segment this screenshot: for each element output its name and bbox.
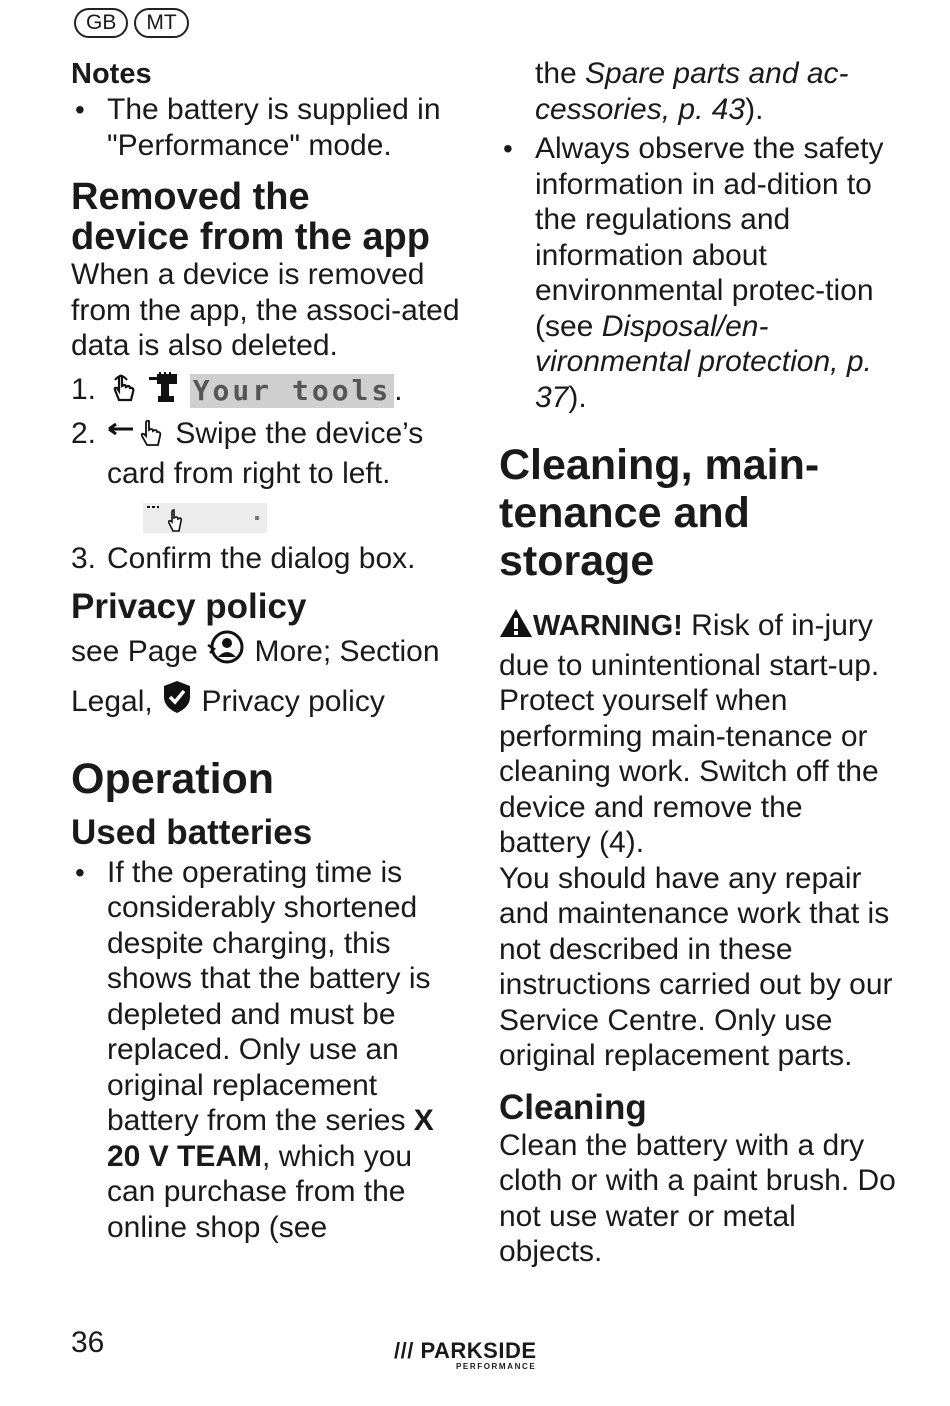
step-2: [71, 416, 461, 533]
brand-name: PARKSIDE: [420, 1338, 537, 1363]
badge-mt: MT: [134, 8, 188, 38]
warning-text: Risk of in-jury due to unintentional start-up. Protect yourself when performing main-tenance or cleaning work. Switch off the device and remove the battery (4).: [499, 609, 880, 859]
cleaning-paragraph: Clean the battery with a dry cloth or with a paint brush. Do not use water or metal objects.: [499, 1128, 896, 1268]
privacy-text-legal: Legal,: [71, 684, 153, 718]
badge-gb: GB: [74, 8, 128, 38]
hand-tap-icon: [107, 372, 139, 413]
step-3: [71, 541, 461, 577]
left-column: [71, 56, 461, 1245]
warning-label: WARNING!: [533, 610, 683, 642]
step-1-number: 1.: [71, 372, 97, 406]
safety-text: Always observe the safety information in ad-dition to the regulations and information about environmental protec-tion (see: [535, 132, 884, 343]
safety-item: [499, 131, 899, 415]
privacy-heading: Privacy policy: [71, 586, 307, 626]
step-2-text: Swipe the device’s card from right to left.: [107, 417, 424, 490]
used-batteries-list: [71, 855, 461, 1246]
brand-slashes-icon: ///: [394, 1338, 414, 1363]
warning-triangle-icon: [499, 607, 533, 648]
cleaning-heading: Cleaning: [499, 1087, 647, 1127]
your-tools-label: Your tools: [190, 374, 395, 408]
privacy-text: [71, 629, 461, 729]
steps-list: [71, 372, 461, 577]
safety-list: [499, 131, 899, 415]
safety-text-end: ).: [568, 380, 587, 414]
parkside-logo: [394, 1338, 564, 1371]
step-1-period: .: [394, 373, 403, 407]
removed-heading: [71, 177, 461, 257]
step-3-text: Confirm the dialog box.: [107, 542, 416, 575]
brand-mark: [394, 1338, 564, 1364]
privacy-text-policy: Privacy policy: [201, 684, 385, 718]
notes-heading: Notes: [71, 58, 152, 90]
removed-heading-line1: Removed the: [71, 176, 310, 218]
right-column: [499, 56, 899, 1270]
cm-heading-line3: storage: [499, 537, 655, 585]
swipe-left-icon: [107, 417, 167, 456]
notes-item: • The battery is supplied in "Performance" mode.: [71, 92, 461, 163]
used-batteries-heading: Used batteries: [71, 812, 313, 852]
cleaning-maintenance-heading: [499, 441, 899, 585]
user-circle-icon: [206, 629, 246, 679]
cm-heading-line2: tenance and: [499, 489, 750, 537]
disposal-reference: Disposal/en-vironmental protection, p. 37: [535, 309, 872, 414]
brand-sub: PERFORMANCE: [456, 1362, 537, 1371]
spare-parts-reference: Spare parts and ac-cessories, p. 43: [535, 57, 849, 126]
page-number: 36: [71, 1326, 105, 1359]
language-badges: [74, 8, 189, 38]
cm-heading-line1: Cleaning, main-: [499, 441, 820, 489]
cont-post: ).: [745, 92, 764, 126]
step-1: [71, 372, 461, 413]
removed-body: When a device is removed from the app, the associ-ated data is also deleted.: [71, 258, 460, 362]
drill-tool-icon: [147, 372, 181, 413]
warning-paragraph: [499, 607, 899, 861]
operation-heading: Operation: [71, 754, 275, 803]
repair-paragraph: You should have any repair and maintenance work that is not described in these instructions carried out by our Service Centre. Only use original replacement parts.: [499, 861, 893, 1072]
notes-list: [71, 92, 461, 163]
privacy-text-see-page: see Page: [71, 634, 198, 668]
removed-heading-line2: device from the app: [71, 216, 430, 258]
privacy-text-more: More; Section: [254, 634, 440, 668]
step-3-number: 3.: [71, 542, 97, 575]
swipe-card-image: [143, 503, 267, 533]
cont-pre: the: [535, 57, 586, 90]
used-batteries-text: If the operating time is considerably shortened despite charging, this shows that the battery is depleted and must be replaced. Only use an original replacement battery from the series: [107, 855, 431, 1137]
series-name: X 20 V TEAM: [107, 1104, 434, 1173]
shield-check-icon: [161, 679, 193, 729]
used-batteries-item: [71, 855, 461, 1246]
used-batteries-text-end: , which you can purchase from the online shop (see: [107, 1139, 413, 1244]
spare-parts-continuation: [499, 56, 899, 127]
step-2-number: 2.: [71, 417, 97, 450]
